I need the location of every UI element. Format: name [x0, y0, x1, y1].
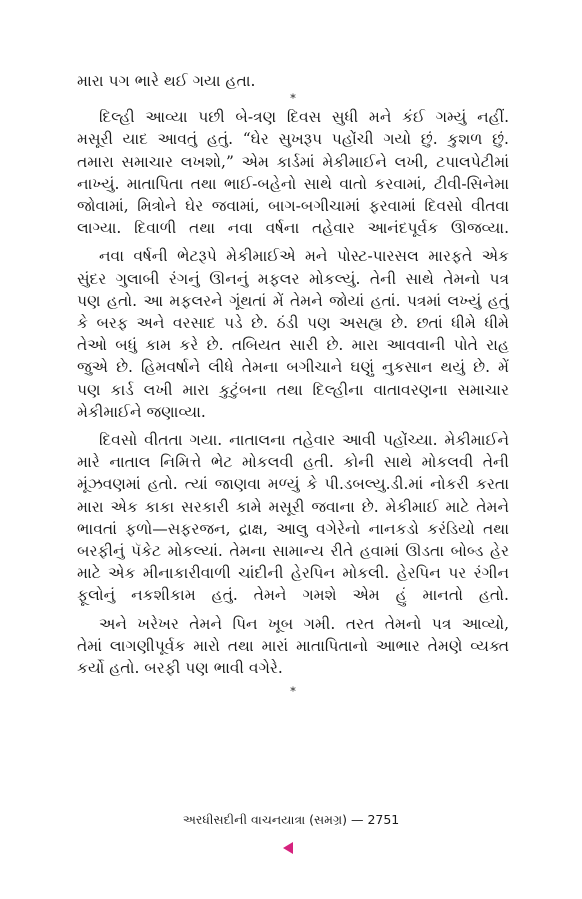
paragraph-line: સુંદર ગુલાબી રંગનું ઊનનું મફલર મોકલ્યું. તેની સાથે તેમનો પત્ર — [77, 269, 509, 288]
paragraph-line: ફૂલોનું નકશીકામ હતું. તેમને ગમશે એમ હું માનતો હતો. — [77, 586, 509, 605]
paragraph-line: નવા વર્ષની ભેટરૂપે મેકીમાઈએ મને પોસ્ટ-પારસલ મારફતે એક — [99, 247, 509, 266]
section-separator-top: * — [290, 92, 296, 106]
paragraph-line: જોવામાં, મિત્રોને ઘેર જવામાં, બાગ-બગીચામાં ફરવામાં દિવસો વીતવા — [77, 197, 509, 216]
section-separator-bottom: * — [290, 685, 296, 699]
paragraph-line: માટે એક મીનાકારીવાળી ચાંદીની હેરપિન મોકલી. હેરપિન પર રંગીન — [77, 564, 509, 583]
page-body — [77, 70, 509, 699]
paragraph-line: તેમાં લાગણીપૂર્વક મારો તથા મારાં માતાપિતાનો આભાર તેમણે વ્યક્ત — [77, 636, 509, 655]
paragraph-line: તમારા સમાચાર લખશો,” એમ કાર્ડમાં મેકીમાઈને લખી, ટપાલપેટીમાં — [77, 152, 509, 171]
opening-line: મારા પગ ભારે થઈ ગયા હતા. — [77, 72, 256, 90]
paragraph-1 — [77, 106, 509, 239]
page-footer: અરધીસદીની વાચનયાત્રા (સમગ્ર) — 2751 — [182, 812, 400, 827]
paragraph-line: દિવસો વીતતા ગયા. નાતાલના તહેવાર આવી પહોંચ્યા. મેકીમાઈને — [99, 431, 509, 450]
paragraph-line: કર્યો હતો. બરફી પણ ભાવી વગેરે. — [77, 659, 283, 678]
paragraph-line: ભાવતાં ફળો—સફરજન, દ્રાક્ષ, આલુ વગેરેનો નાનકડો કરંડિયો તથા — [77, 519, 509, 538]
paragraph-line: જુએ છે. હિમવર્ષાને લીધે તેમના બગીચાને ઘણું નુકસાન થયું છે. મેં — [77, 358, 509, 377]
paragraph-line: પણ હતો. આ મફલરને ગૂંથતાં મેં તેમને જોયાં હતાં. પત્રમાં લખ્યું હતું — [77, 291, 509, 310]
triangle-left-icon[interactable] — [283, 842, 293, 854]
paragraph-line: મૂંઝવણમાં હતો. ત્યાં જાણવા મળ્યું કે પી.ડબલ્યુ.ડી.માં નોકરી કરતા — [77, 475, 509, 494]
paragraph-line: પણ કાર્ડ લખી મારા કુટુંબના તથા દિલ્હીના વાતાવરણના સમાચાર — [77, 380, 509, 399]
paragraph-4 — [77, 613, 509, 680]
paragraph-3 — [77, 429, 509, 607]
paragraph-2 — [77, 245, 509, 423]
paragraph-line: નાખ્યું. માતાપિતા તથા ભાઈ-બહેનો સાથે વાતો કરવામાં, ટીવી-સિનેમા — [77, 174, 509, 193]
paragraph-line: તેઓ બધું કામ કરે છે. તબિયત સારી છે. મારા આવવાની પોતે રાહ — [77, 336, 509, 355]
paragraph-line: બરફીનું પૅકેટ મોકલ્યાં. તેમના સામાન્ય રીતે હવામાં ઊડતા બોબ્ડ હેર — [77, 542, 509, 561]
paragraph-line: મસૂરી યાદ આવતું હતું. “ઘેર સુખરૂપ પહોંચી ગયો છું. કુશળ છું. — [77, 130, 509, 149]
paragraph-line: અને ખરેખર તેમને પિન ખૂબ ગમી. તરત તેમનો પત્ર આવ્યો, — [99, 614, 509, 633]
paragraph-line: મારા એક કાકા સરકારી કામે મસૂરી જવાના છે. મેકીમાઈ માટે તેમને — [77, 497, 509, 516]
paragraph-line: મારે નાતાલ નિમિત્તે ભેટ મોકલવી હતી. કોની સાથે મોકલવી તેની — [77, 453, 509, 472]
paragraph-line: લાગ્યા. દિવાળી તથા નવા વર્ષના તહેવાર આનંદપૂર્વક ઊજવ્યા. — [77, 219, 509, 238]
paragraph-line: દિલ્હી આવ્યા પછી બે-ત્રણ દિવસ સુધી મને કંઈ ગમ્યું નહીં. — [99, 108, 509, 127]
paragraph-line: કે બરફ અને વરસાદ પડે છે. ઠંડી પણ અસહ્ય છે. છતાં ધીમે ધીમે — [77, 314, 509, 333]
paragraph-line: મેકીમાઈને જણાવ્યા. — [77, 402, 206, 421]
